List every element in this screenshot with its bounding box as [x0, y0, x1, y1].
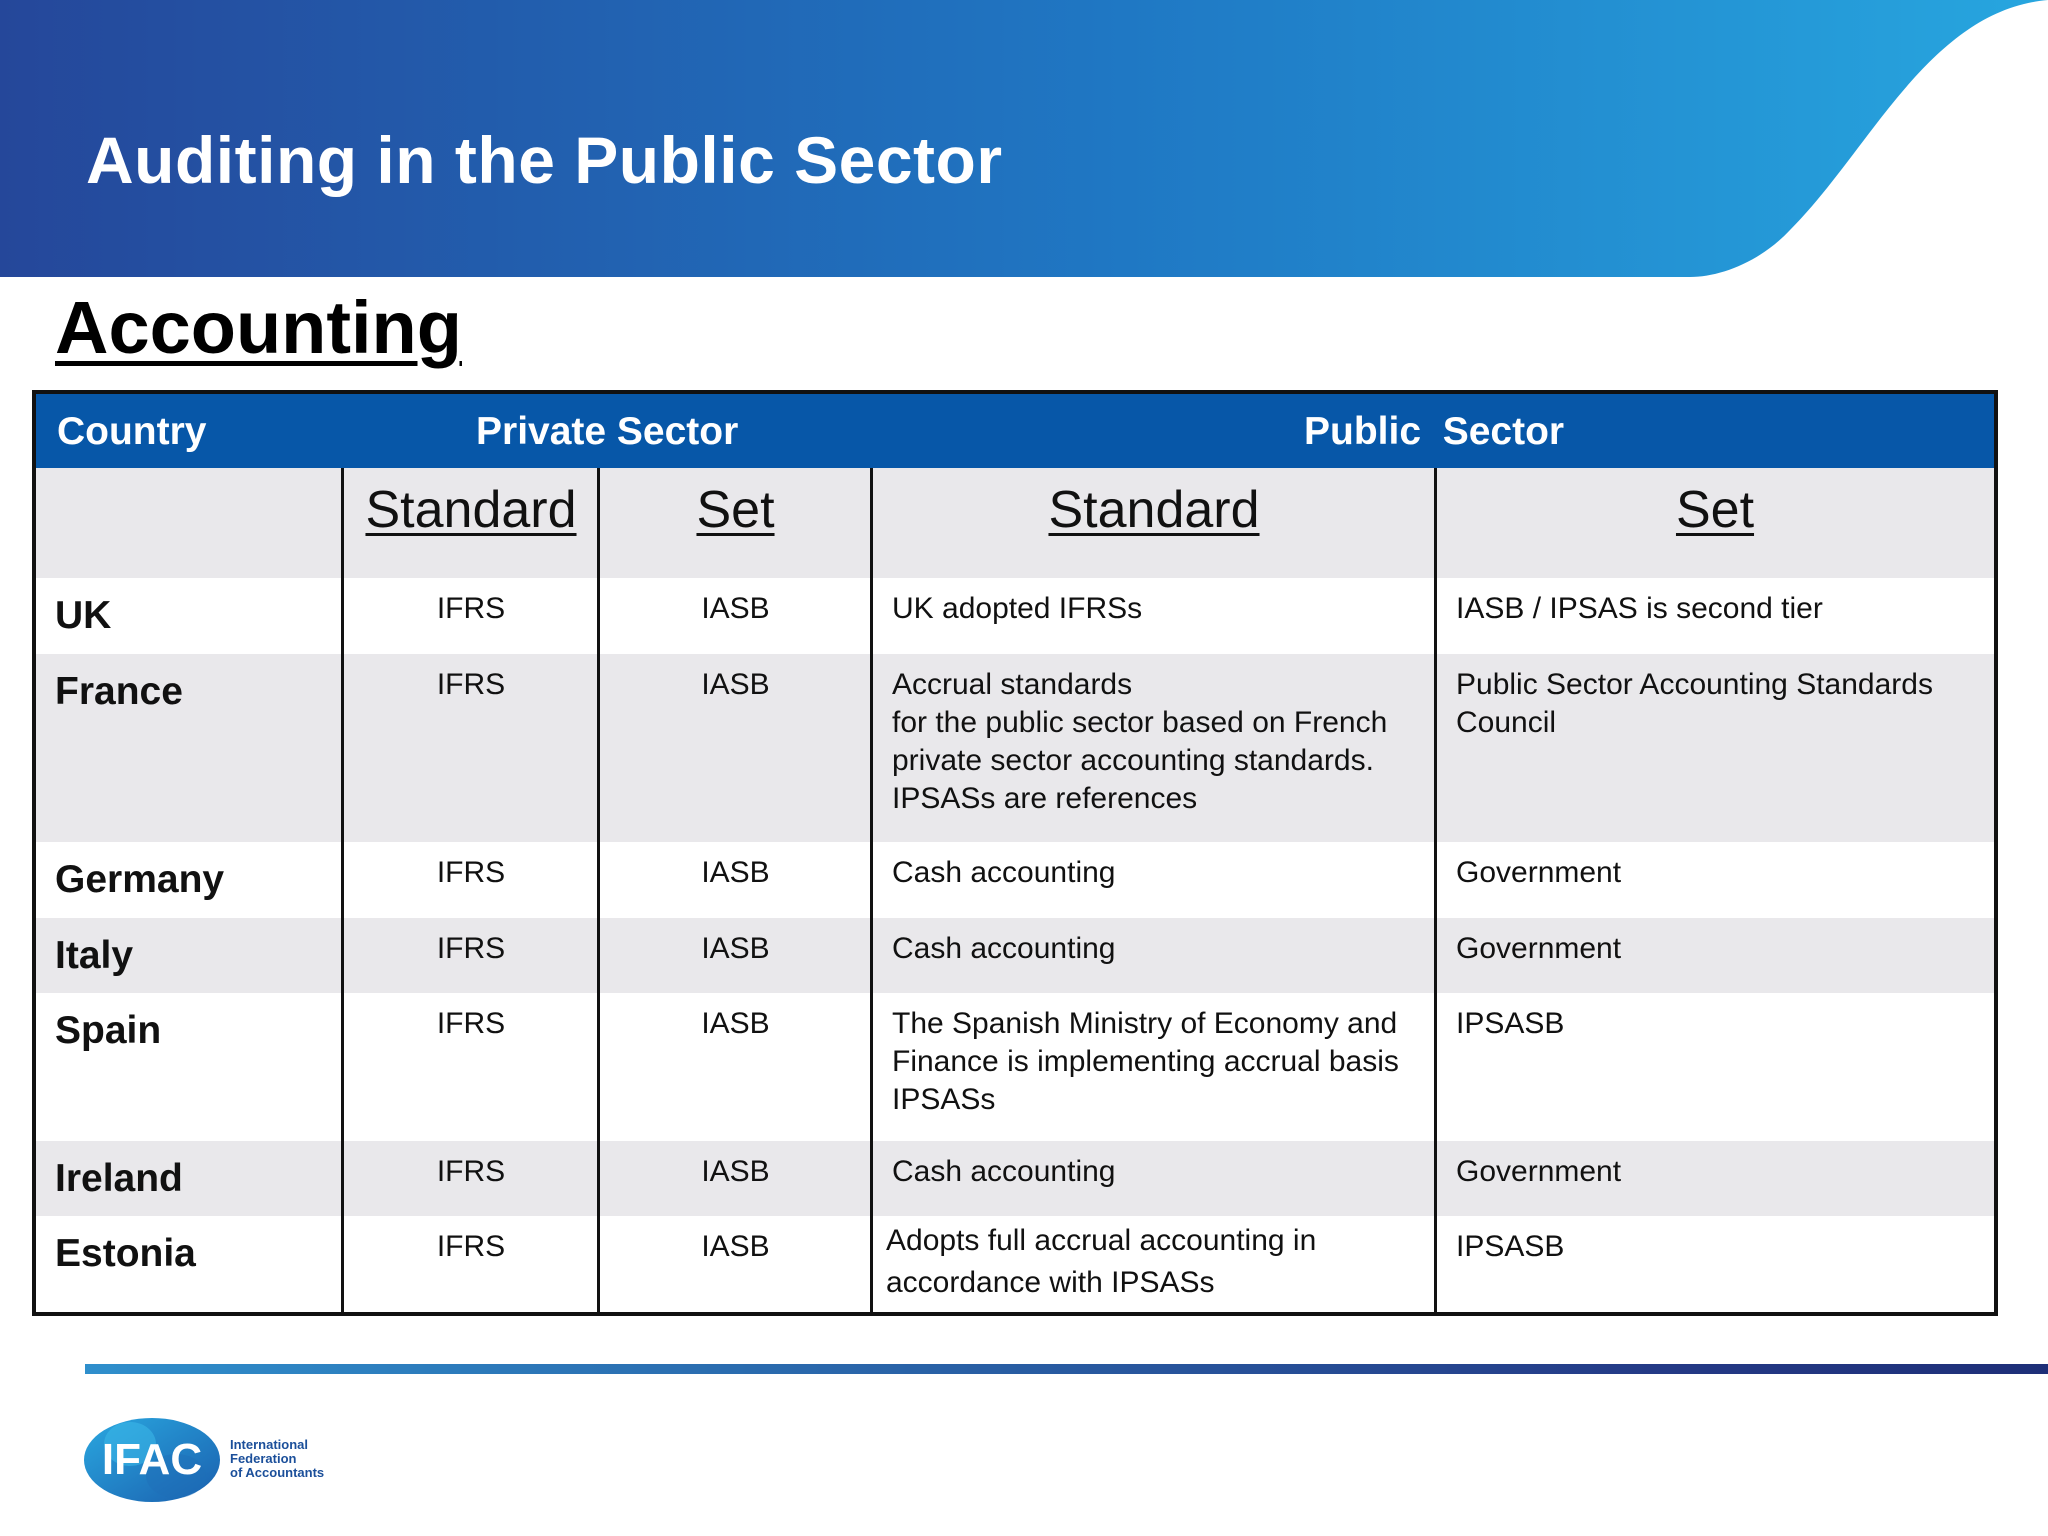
subheader-public-standard: Standard [1048, 481, 1260, 539]
private-set-cell: IASB [701, 856, 770, 889]
public-set-cell: Government [1456, 856, 1622, 889]
subheader-public-set: Set [1675, 481, 1755, 539]
table-row [36, 842, 1994, 918]
public-set-cell: Government [1456, 932, 1622, 965]
logo-line: of Accountants [230, 1465, 325, 1480]
private-standard-cell: IFRS [436, 592, 506, 625]
private-set-cell: IASB [701, 1155, 770, 1188]
table-subheader-row [36, 468, 1994, 578]
private-standard-cell: IFRS [436, 932, 506, 965]
private-set-cell: IASB [701, 1007, 770, 1040]
table-row [36, 654, 1994, 842]
table-header-row [36, 394, 1994, 472]
table-row [36, 1216, 1994, 1316]
private-standard-cell: IFRS [436, 668, 506, 701]
private-standard-cell: IFRS [436, 1007, 506, 1040]
logo-line: International [230, 1437, 309, 1452]
public-standard-cell: Cash accounting [892, 1155, 1116, 1188]
header-country: Country [57, 410, 207, 453]
public-set-cell: Public Sector Accounting Standards Council [1456, 668, 1933, 739]
table-row [36, 1141, 1994, 1216]
private-set-cell: IASB [701, 592, 770, 625]
public-standard-cell: Adopts full accrual accounting in accordance with IPSASs [886, 1224, 1317, 1299]
section-heading: Accounting [55, 286, 462, 369]
public-standard-cell: The Spanish Ministry of Economy and Finance is implementing accrual basis IPSASs [892, 1007, 1399, 1116]
country-cell: Italy [55, 934, 134, 977]
private-set-cell: IASB [701, 668, 770, 701]
public-standard-cell: Cash accounting [892, 856, 1116, 889]
column-divider [870, 468, 873, 1312]
logo-wordmark [230, 1438, 324, 1480]
public-set-cell: IPSASB [1456, 1007, 1565, 1040]
public-standard-cell: Cash accounting [892, 932, 1116, 965]
public-set-cell: IASB / IPSAS is second tier [1456, 592, 1823, 625]
table-row [36, 578, 1994, 654]
public-set-cell: Government [1456, 1155, 1622, 1188]
column-divider [1434, 468, 1437, 1312]
table-row [36, 918, 1994, 993]
table-row [36, 993, 1994, 1141]
private-standard-cell: IFRS [436, 1230, 506, 1263]
private-set-cell: IASB [701, 932, 770, 965]
accounting-table [32, 390, 1998, 1316]
logo-line: Federation [230, 1451, 297, 1466]
header-private-sector: Private Sector [476, 410, 739, 453]
public-standard-cell: Accrual standards for the public sector based on French private sector accounting standards. IPSASs are references [892, 668, 1388, 815]
ifac-logo [84, 1414, 344, 1506]
private-standard-cell: IFRS [436, 856, 506, 889]
public-standard-cell: UK adopted IFRSs [892, 592, 1143, 625]
public-set-cell: IPSASB [1456, 1230, 1565, 1263]
slide-title: Auditing in the Public Sector [86, 123, 1003, 197]
private-set-cell: IASB [701, 1230, 770, 1263]
footer-rule [85, 1364, 2048, 1374]
country-cell: Estonia [55, 1232, 196, 1275]
country-cell: UK [55, 594, 112, 637]
country-cell: Germany [55, 858, 225, 901]
column-divider [597, 468, 600, 1312]
country-cell: France [55, 670, 183, 713]
column-divider [341, 468, 344, 1312]
subheader-private-set: Set [696, 481, 775, 539]
header-public-sector: Public Sector [1304, 410, 1565, 453]
logo-mark-text: IFAC [101, 1435, 203, 1484]
private-standard-cell: IFRS [436, 1155, 506, 1188]
country-cell: Spain [55, 1009, 162, 1052]
subheader-private-standard: Standard [365, 481, 577, 539]
country-cell: Ireland [55, 1157, 183, 1200]
